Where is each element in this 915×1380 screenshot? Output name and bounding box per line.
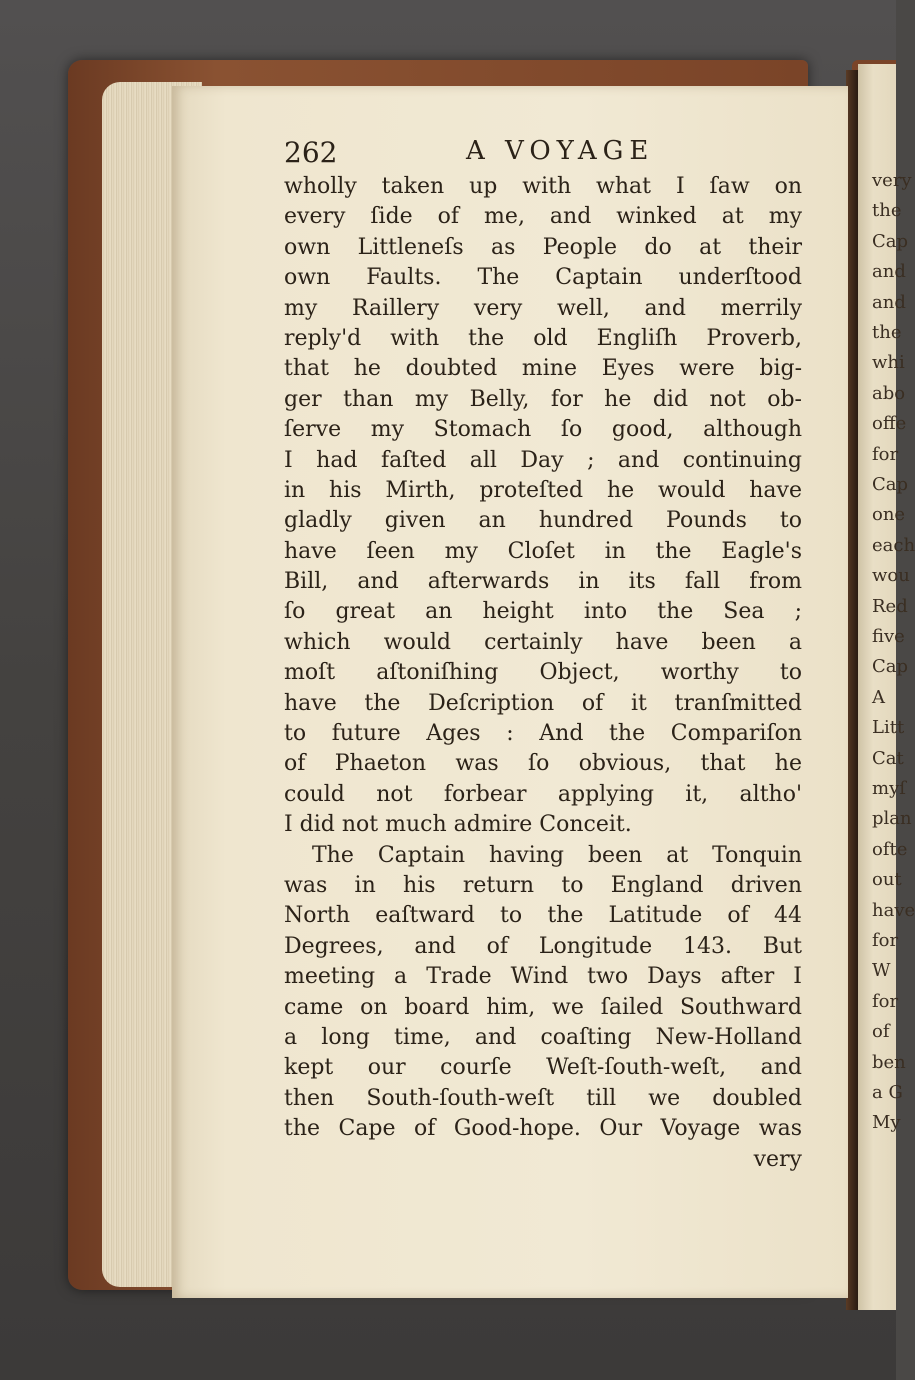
adjacent-page-fragment: the: [872, 200, 902, 222]
text-line: own Faults. The Captain underſtood: [284, 265, 802, 291]
adjacent-page-fragment: wou: [872, 565, 910, 587]
text-line: could not forbear applying it, altho': [284, 781, 802, 807]
adjacent-page-fragment: for: [872, 990, 899, 1012]
text-line: kept our courſe Weſt-ſouth-weſt, and: [284, 1055, 802, 1081]
adjacent-page-fragment: Red: [872, 595, 908, 617]
text-line: that he doubted mine Eyes were big-: [284, 356, 802, 382]
adjacent-page-fragment: A: [872, 686, 885, 708]
text-line: Degrees, and of Longitude 143. But: [284, 933, 802, 959]
text-line: moſt aſtoniſhing Object, worthy to: [284, 660, 802, 686]
adjacent-page-fragment: each: [872, 534, 915, 556]
page-number: 262: [284, 136, 338, 169]
text-line: own Littleneſs as People do at their: [284, 234, 802, 260]
adjacent-page-fragment: My: [872, 1112, 901, 1134]
adjacent-page-fragment: for: [872, 443, 899, 465]
adjacent-page-fragment: a G: [872, 1082, 903, 1103]
text-line: my Raillery very well, and merrily: [284, 295, 802, 321]
text-line: reply'd with the old Engliſh Proverb,: [284, 325, 802, 351]
page-header: [284, 136, 804, 170]
body-text: [284, 172, 802, 1175]
adjacent-page-fragment: one: [872, 504, 906, 526]
text-line: every ſide of me, and winked at my: [284, 204, 802, 230]
adjacent-page-fragment: offe: [872, 413, 907, 435]
text-line: North eaſtward to the Latitude of 44: [284, 903, 802, 929]
text-line: have the Deſcription of it tranſmitted: [284, 690, 802, 716]
adjacent-page-fragment: out: [872, 869, 902, 891]
adjacent-page-fragment: of: [872, 1021, 890, 1043]
text-line: wholly taken up with what I ſaw on: [284, 174, 802, 199]
text-line: The Captain having been at Tonquin: [312, 842, 802, 868]
text-line: meeting a Trade Wind two Days after I: [284, 964, 802, 990]
text-line: ſo great an height into the Sea ;: [284, 599, 802, 625]
adjacent-page-fragment: Litt: [872, 717, 905, 739]
adjacent-page-fragment: the: [872, 322, 902, 343]
text-line: which would certainly have been a: [284, 629, 802, 655]
adjacent-page-fragment: ben: [872, 1051, 906, 1073]
adjacent-page: [858, 64, 915, 1310]
adjacent-page-fragment: Cap: [872, 656, 909, 678]
text-line: then South-ſouth-weſt till we doubled: [284, 1085, 802, 1111]
text-line: Bill, and afterwards in its fall from: [284, 569, 802, 595]
text-line: was in his return to England driven: [284, 872, 802, 898]
adjacent-page-fragment: whi: [872, 352, 905, 374]
text-line: came on board him, we ſailed Southward: [284, 994, 802, 1020]
adjacent-page-fragment: have: [872, 899, 915, 921]
adjacent-page-fragment: Cat: [872, 747, 904, 769]
adjacent-page-fragment: abo: [872, 382, 906, 404]
text-line: of Phaeton was ſo obvious, that he: [284, 751, 802, 777]
adjacent-page-fragment: Cap: [872, 230, 909, 252]
text-line: ger than my Belly, for he did not ob-: [284, 386, 802, 412]
adjacent-page-fragment: myſ: [872, 778, 906, 799]
adjacent-page-fragment: and: [872, 261, 906, 283]
adjacent-page-fragment: ofte: [872, 838, 908, 860]
text-line: a long time, and coaſting New-Holland: [284, 1024, 802, 1050]
adjacent-page-fragment: plan: [872, 808, 912, 830]
adjacent-page-fragment: very: [872, 170, 912, 191]
text-line: gladly given an hundred Pounds to: [284, 508, 802, 534]
text-line: in his Mirth, proteſted he would have: [284, 477, 802, 503]
text-line: I did not much admire Conceit.: [284, 812, 632, 838]
text-line: I had faſted all Day ; and continuing: [284, 447, 802, 473]
text-line: have ſeen my Cloſet in the Eagle's: [284, 538, 802, 564]
text-line: the Cape of Good-hope. Our Voyage was: [284, 1116, 802, 1142]
adjacent-page-fragment: for: [872, 930, 899, 951]
adjacent-page-fragment: and: [872, 291, 906, 313]
running-head: A VOYAGE: [466, 136, 655, 166]
catchword: very: [753, 1146, 802, 1172]
text-line: to future Ages : And the Compariſon: [284, 721, 802, 747]
adjacent-page-fragment: Cap: [872, 474, 909, 495]
adjacent-page-fragment: W: [872, 960, 891, 982]
text-line: ſerve my Stomach ſo good, although: [284, 417, 802, 443]
adjacent-page-fragment: five: [872, 626, 905, 647]
